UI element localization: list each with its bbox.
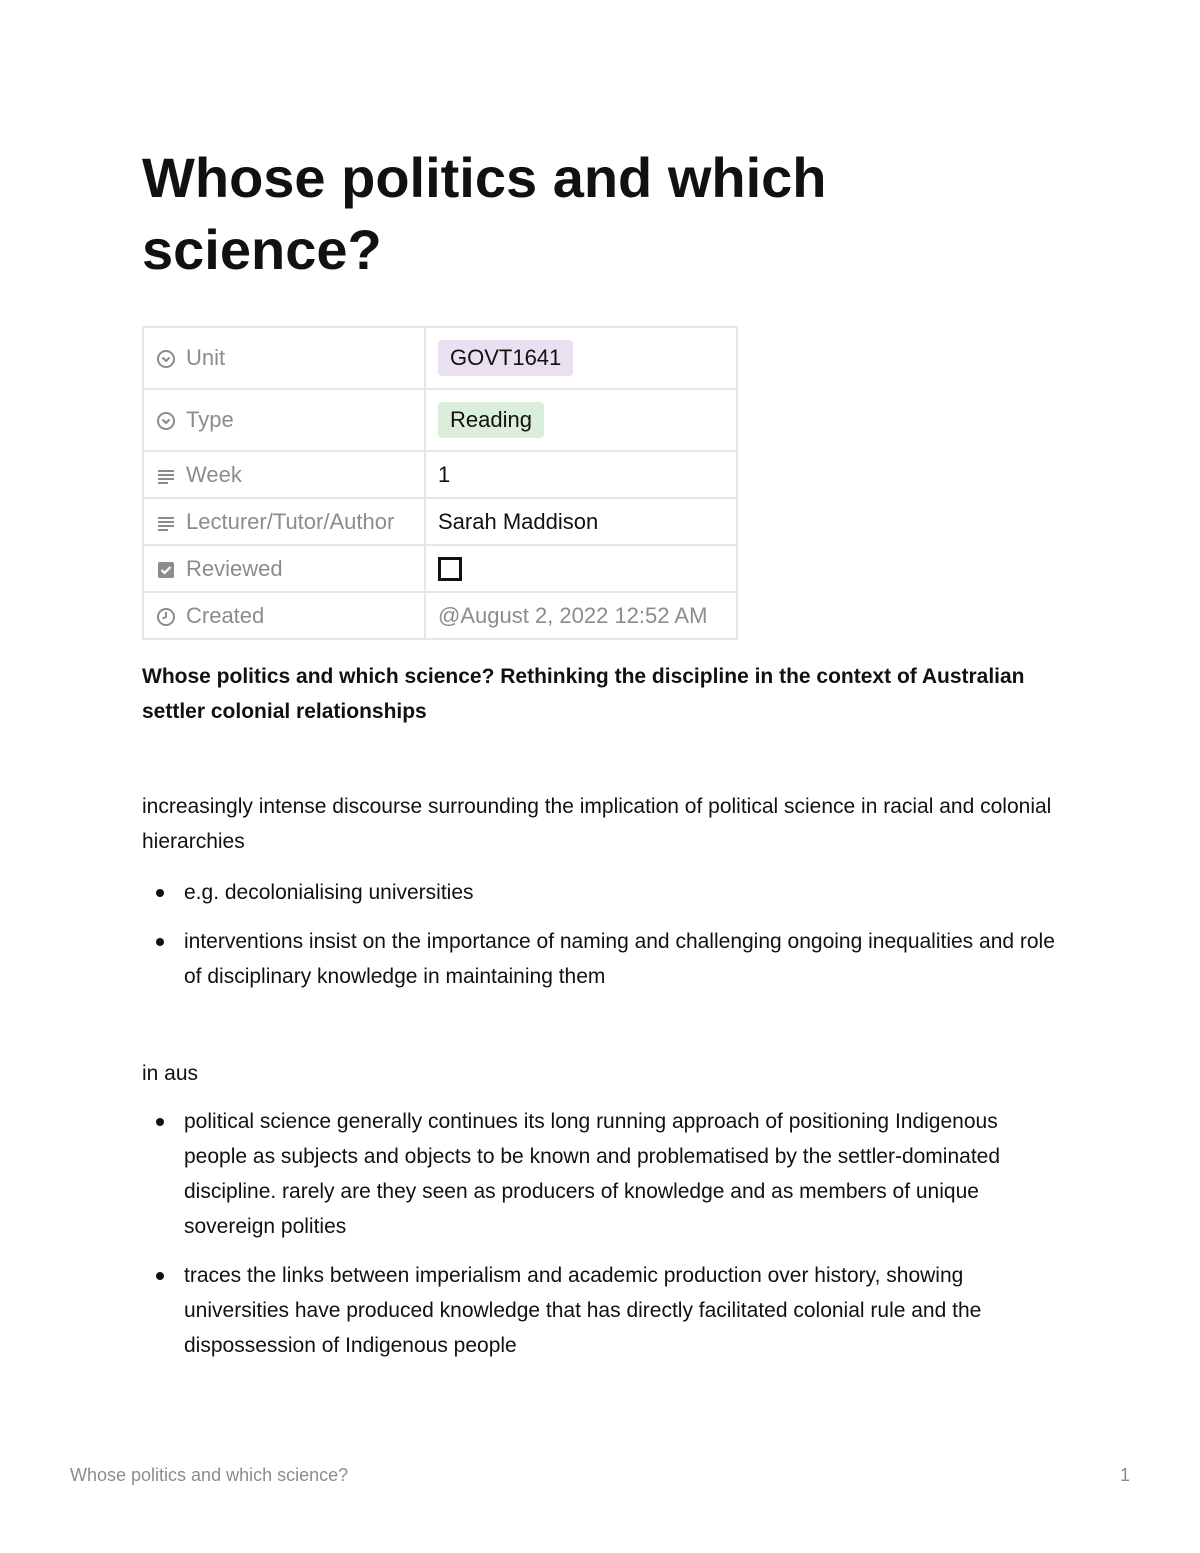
bullet-icon bbox=[156, 889, 164, 897]
property-key-cell bbox=[143, 592, 425, 639]
property-value-cell[interactable] bbox=[425, 498, 737, 545]
bullet-icon bbox=[156, 1118, 164, 1126]
property-key-cell bbox=[143, 498, 425, 545]
property-value-cell bbox=[425, 592, 737, 639]
bullet-list bbox=[142, 875, 1062, 1008]
select-icon bbox=[156, 411, 176, 431]
list-item bbox=[142, 1104, 1062, 1244]
property-row-unit bbox=[143, 327, 737, 389]
property-value-cell[interactable] bbox=[425, 451, 737, 498]
property-value-cell[interactable] bbox=[425, 327, 737, 389]
bullet-icon bbox=[156, 1272, 164, 1280]
property-row-week bbox=[143, 451, 737, 498]
properties-table bbox=[142, 326, 738, 640]
bullet-list bbox=[142, 1104, 1062, 1377]
property-key-cell bbox=[143, 451, 425, 498]
select-icon bbox=[156, 349, 176, 369]
clock-icon bbox=[156, 607, 176, 627]
property-value-cell[interactable] bbox=[425, 545, 737, 592]
paragraph: in aus bbox=[142, 1062, 199, 1085]
property-key-cell bbox=[143, 389, 425, 451]
list-item-text: political science generally continues its long running approach of positioning Indigenous people as subjects and objects to be known and problematised by the settler-dominated discipline. rarely are they seen as producers of knowledge and as members of unique sovereign polities bbox=[184, 1110, 1001, 1238]
property-key-cell bbox=[143, 327, 425, 389]
property-key-label: Created bbox=[186, 602, 265, 628]
text-lines-icon bbox=[156, 466, 176, 486]
lecturer-value: Sarah Maddison bbox=[438, 508, 599, 534]
property-key-label: Lecturer/Tutor/Author bbox=[186, 508, 395, 534]
checkbox-icon bbox=[156, 560, 176, 580]
list-item-text: e.g. decolonialising universities bbox=[184, 881, 474, 904]
list-item bbox=[142, 875, 1062, 910]
property-row-reviewed bbox=[143, 545, 737, 592]
property-row-type bbox=[143, 389, 737, 451]
list-item-text: interventions insist on the importance of naming and challenging ongoing inequalities and role of disciplinary knowledge in maintaining them bbox=[184, 930, 1055, 988]
reviewed-checkbox[interactable] bbox=[438, 557, 462, 581]
property-key-label: Reviewed bbox=[186, 555, 283, 581]
page-title: Whose politics and which science? bbox=[142, 146, 827, 281]
property-row-created bbox=[143, 592, 737, 639]
created-value: @August 2, 2022 12:52 AM bbox=[438, 602, 708, 628]
week-value: 1 bbox=[438, 461, 451, 487]
property-key-label: Type bbox=[186, 407, 234, 432]
list-item-text: traces the links between imperialism and academic production over history, showing universities have produced knowledge that has directly facilitated colonial rule and the dispossession of Indigenous people bbox=[184, 1264, 982, 1357]
property-key-label: Week bbox=[186, 461, 242, 487]
property-value-cell[interactable] bbox=[425, 389, 737, 451]
type-tag[interactable]: Reading bbox=[438, 402, 544, 438]
reading-subtitle: Whose politics and which science? Rethinking the discipline in the context of Australian settler colonial relationships bbox=[142, 665, 1025, 723]
property-key-label: Unit bbox=[186, 345, 226, 370]
list-item bbox=[142, 1258, 1062, 1363]
unit-tag[interactable]: GOVT1641 bbox=[438, 340, 573, 376]
list-item bbox=[142, 924, 1062, 994]
property-key-cell bbox=[143, 545, 425, 592]
paragraph: increasingly intense discourse surrounding the implication of political science in racial and colonial hierarchies bbox=[142, 795, 1052, 853]
page-number: 1 bbox=[1119, 1465, 1130, 1485]
footer-title: Whose politics and which science? bbox=[70, 1465, 349, 1485]
text-lines-icon bbox=[156, 513, 176, 533]
property-row-lecturer bbox=[143, 498, 737, 545]
bullet-icon bbox=[156, 938, 164, 946]
